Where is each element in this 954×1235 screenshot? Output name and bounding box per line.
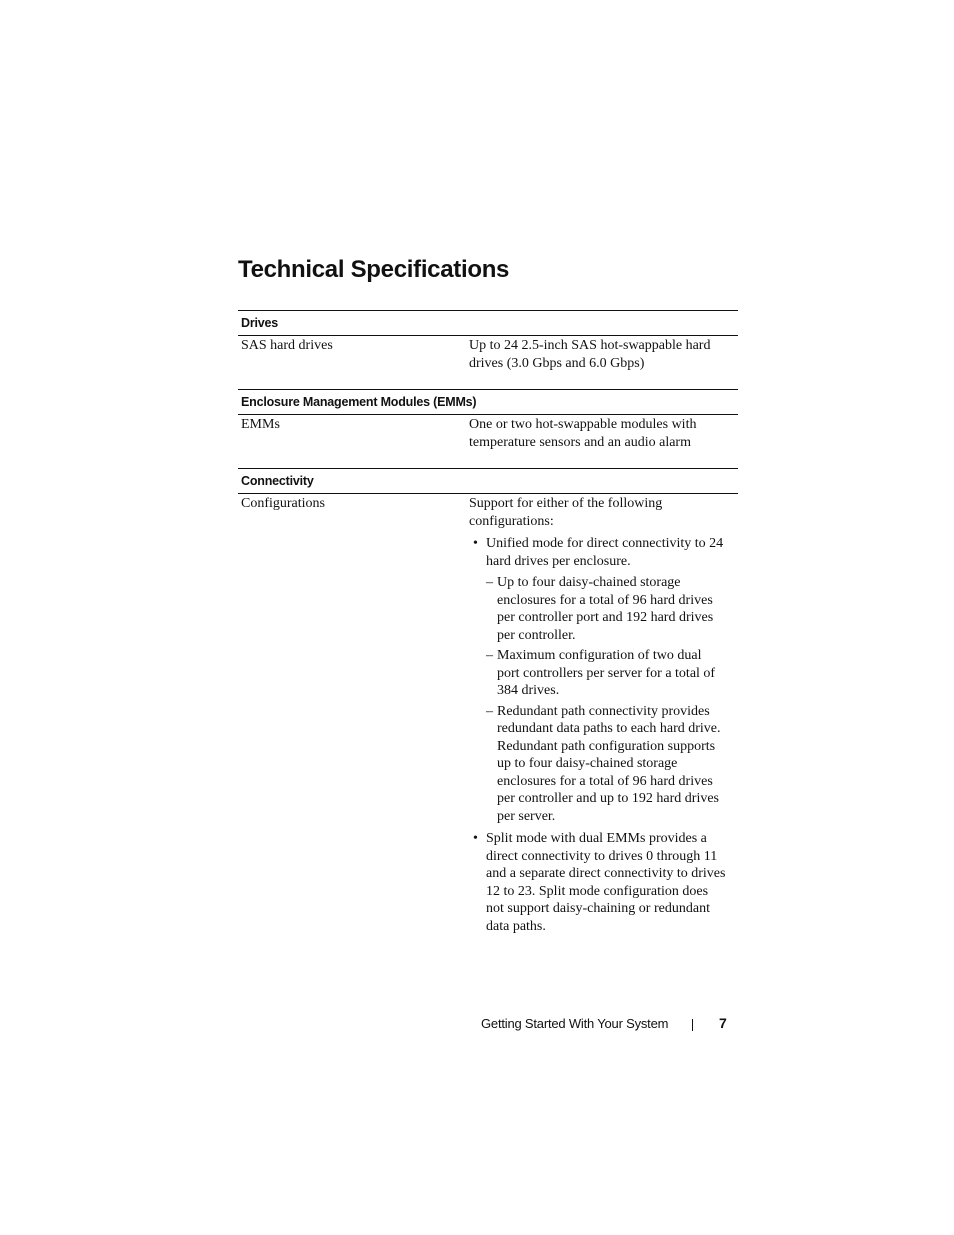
sub-list-item: [486, 647, 727, 700]
spec-row-sas-hard-drives: [238, 336, 738, 372]
spec-label: EMMs: [241, 417, 280, 432]
list-item: [469, 535, 727, 825]
configuration-list: [469, 535, 727, 935]
page-number: 7: [719, 1015, 727, 1031]
section-heading-connectivity: Connectivity: [238, 468, 738, 494]
page-title: Technical Specifications: [238, 256, 510, 283]
sub-list-item-text: Maximum configuration of two dual port controllers per server for a total of 384 drives.: [497, 648, 716, 698]
sub-list-item: [486, 703, 727, 826]
spec-row-emms: [238, 415, 738, 451]
dash-icon: –: [486, 575, 493, 590]
section-heading-emms: Enclosure Management Modules (EMMs): [238, 389, 738, 415]
configurations-intro: Support for either of the following configurations:: [469, 496, 663, 529]
list-item: [469, 830, 727, 935]
footer-text: Getting Started With Your System: [481, 1016, 669, 1031]
footer-divider: [692, 1019, 693, 1031]
sub-list-item-text: Up to four daisy-chained storage enclosures for a total of 96 hard drives per controller port and 192 hard drives per controller.: [497, 575, 714, 643]
sub-list-item-text: Redundant path connectivity provides redundant data paths to each hard drive. Redundant path configuration supports up to four daisy-chained storage enclosures for a total of 96 hard drives per controller and up to 192 hard drives per server.: [497, 703, 721, 824]
list-item-text: Split mode with dual EMMs provides a direct connectivity to drives 0 through 11 and a separate direct connectivity to drives 12 to 23. Split mode configuration does not support daisy-chaining or redundant data paths.: [486, 831, 726, 934]
dash-icon: –: [486, 648, 493, 663]
spec-value: [469, 495, 735, 940]
spec-row-configurations: [238, 494, 738, 940]
spec-value: One or two hot-swappable modules with temperature sensors and an audio alarm: [469, 417, 697, 450]
section-heading-drives: Drives: [238, 310, 738, 336]
sub-list-item: [486, 574, 727, 644]
dash-icon: –: [486, 703, 493, 719]
spec-label: SAS hard drives: [241, 338, 333, 353]
list-item-text: Unified mode for direct connectivity to 24 hard drives per enclosure.: [486, 536, 724, 569]
spec-table: [238, 310, 738, 940]
spec-label: Configurations: [241, 496, 325, 511]
bullet-icon: •: [473, 536, 478, 551]
bullet-icon: •: [473, 831, 478, 846]
sub-list: [486, 574, 727, 825]
spec-value: Up to 24 2.5-inch SAS hot-swappable hard drives (3.0 Gbps and 6.0 Gbps): [469, 338, 711, 371]
